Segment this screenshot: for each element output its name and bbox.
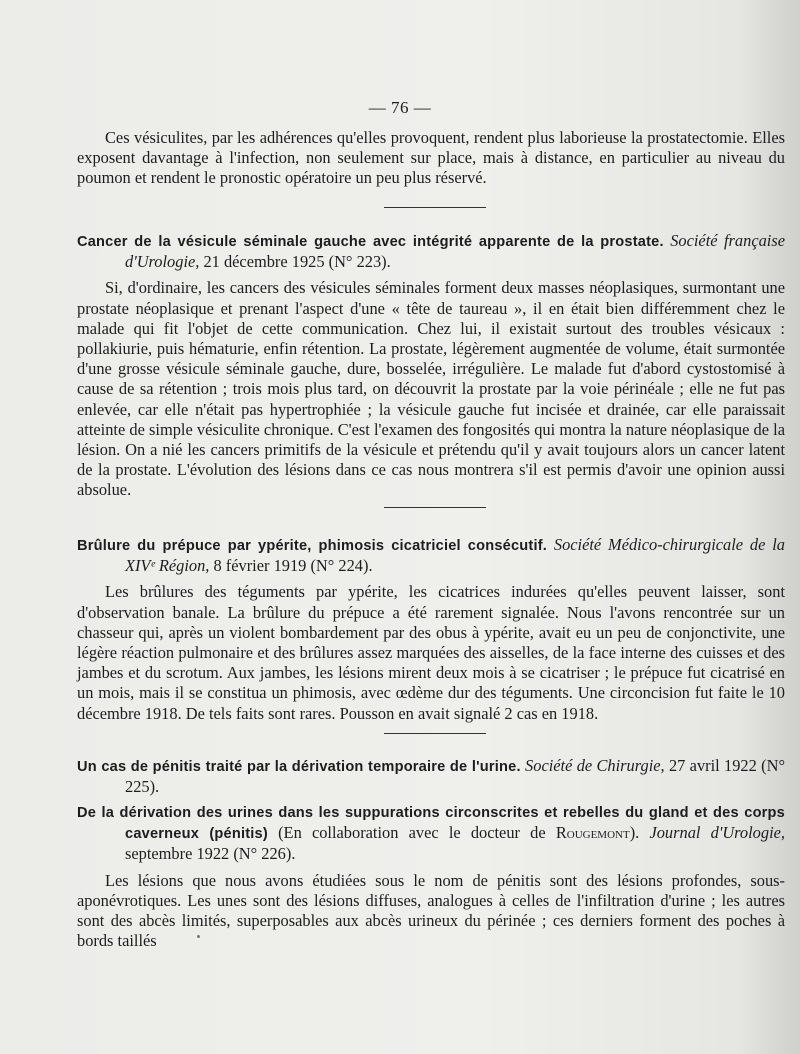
paper-speck <box>197 935 200 938</box>
entry-223-title: Cancer de la vésicule séminale gauche avec intégrité apparente de la prostate. <box>77 234 664 250</box>
intro-paragraph <box>77 128 785 189</box>
entry-224-body: Les brûlures des téguments par ypérite, les cicatrices indurées qu'elles peuvent laisser, sont d'observation banale. La brûlure du prépuce a été rarement signalée. Nous l'avons rencontrée sur un chasseur qui, après un violent bombardement par des obus à ypérite, avait eu un peu de conjonctivite, une légère réaction pulmonaire et des brûlures assez marquées des aisselles, de la face interne des cuisses et des jambes et du scrotum. Aux jambes, les lésions mirent deux mois à se cicatriser ; le prépuce fut cicatrisé en un mois, mais il se constitua un phimosis, avec œdème dur des téguments. Une circoncision fut faite le 10 décembre 1918. De tels faits sont rares. Pousson en avait signalé 2 cas en 1918. <box>77 582 785 723</box>
entry-225-journal: Société de Chirurgie, <box>525 756 665 775</box>
section-divider <box>384 733 486 734</box>
entry-226-collab-name: Rougemont <box>555 823 630 843</box>
section-divider <box>384 507 486 508</box>
page-number: — 76 — <box>368 98 432 117</box>
entry-226-collab-post: ). <box>629 823 650 843</box>
entry-226-citation: septembre 1922 (N° 226). <box>125 844 296 864</box>
entry-224-title: Brûlure du prépuce par ypérite, phimosis cicatriciel consécutif. <box>77 538 548 554</box>
entry-224-journal: Société Médico-chirurgicale de la XIVᵉ Région, <box>125 535 785 576</box>
entry-223-journal: Société française d'Urologie, <box>125 231 785 272</box>
entry-223 <box>77 231 785 501</box>
entry-225-citation: 27 avril 1922 (N° 225). <box>125 756 785 797</box>
entry-226-header <box>77 802 785 865</box>
intro-text: Ces vésiculites, par les adhérences qu'elles provoquent, rendent plus laborieuse la prostatectomie. Elles exposent davantage à l'infection, non seulement sur place, mais à distance, en particulier au niveau du poumon et rendent le pronostic opératoire un peu plus réservé. <box>77 128 785 188</box>
entry-226-title: De la dérivation des urines dans les suppurations circonscrites et rebelles du gland et des corps caverneux (pénitis) <box>77 805 785 843</box>
entry-226-journal: Journal d'Urologie, <box>649 823 786 843</box>
entry-225-header <box>77 756 785 797</box>
entry-223-citation: 21 décembre 1925 (N° 223). <box>199 252 391 272</box>
entry-223-body: Si, d'ordinaire, les cancers des vésicules séminales forment deux masses néoplasiques, surmontant une prostate néoplasique et prenant l'aspect d'une « tête de taureau », il en était bien différemment chez le malade qui fit l'objet de cette communication. Chez lui, il existait surtout des troubles vésicaux : pollakiurie, puis hématurie, enfin rétention. La prostate, légèrement augmentée de volume, était surmontée d'une grosse vésicule séminale gauche, dure, bosselée, irrégulière. Le malade fut d'abord cystostomisé à cause de sa rétention ; trois mois plus tard, on découvrit la prostate par la voie périnéale ; elle ne fut pas enlevée, car elle n'était pas hypertrophiée ; la vésicule gauche fut incisée et drainée, car elle paraissait atteinte de simple vésiculite chronique. C'est l'examen des fongosités qui montra la nature néoplasique de la lésion. On a nié les cancers primitifs de la vésicule et prétendu qu'il y avait toujours alors un cancer latent de la prostate. L'évolution des lésions dans ce cas nous montrera s'il est permis d'avoir une opinion aussi absolue. <box>77 278 785 500</box>
entry-224-header <box>77 535 785 576</box>
entry-224 <box>77 535 785 724</box>
entry-225-title: Un cas de pénitis traité par la dérivation temporaire de l'urine. <box>77 759 521 775</box>
section-divider <box>384 207 486 208</box>
entry-226-body: Les lésions que nous avons étudiées sous le nom de pénitis sont des lésions profondes, sous-aponévrotiques. Les unes sont des lésions diffuses, analogues à celles de l'infiltration d'urine ; les autres sont des abcès limités, superposables aux abcès urineux du périnée ; ces derniers forment des poches à bords taillés <box>77 870 785 951</box>
entry-226-collab-pre: (En collaboration avec le docteur de <box>267 823 556 843</box>
entry-224-citation: 8 février 1919 (N° 224). <box>209 556 373 576</box>
entry-225 <box>77 756 785 797</box>
entry-223-header <box>77 231 785 272</box>
entry-226 <box>77 802 785 951</box>
